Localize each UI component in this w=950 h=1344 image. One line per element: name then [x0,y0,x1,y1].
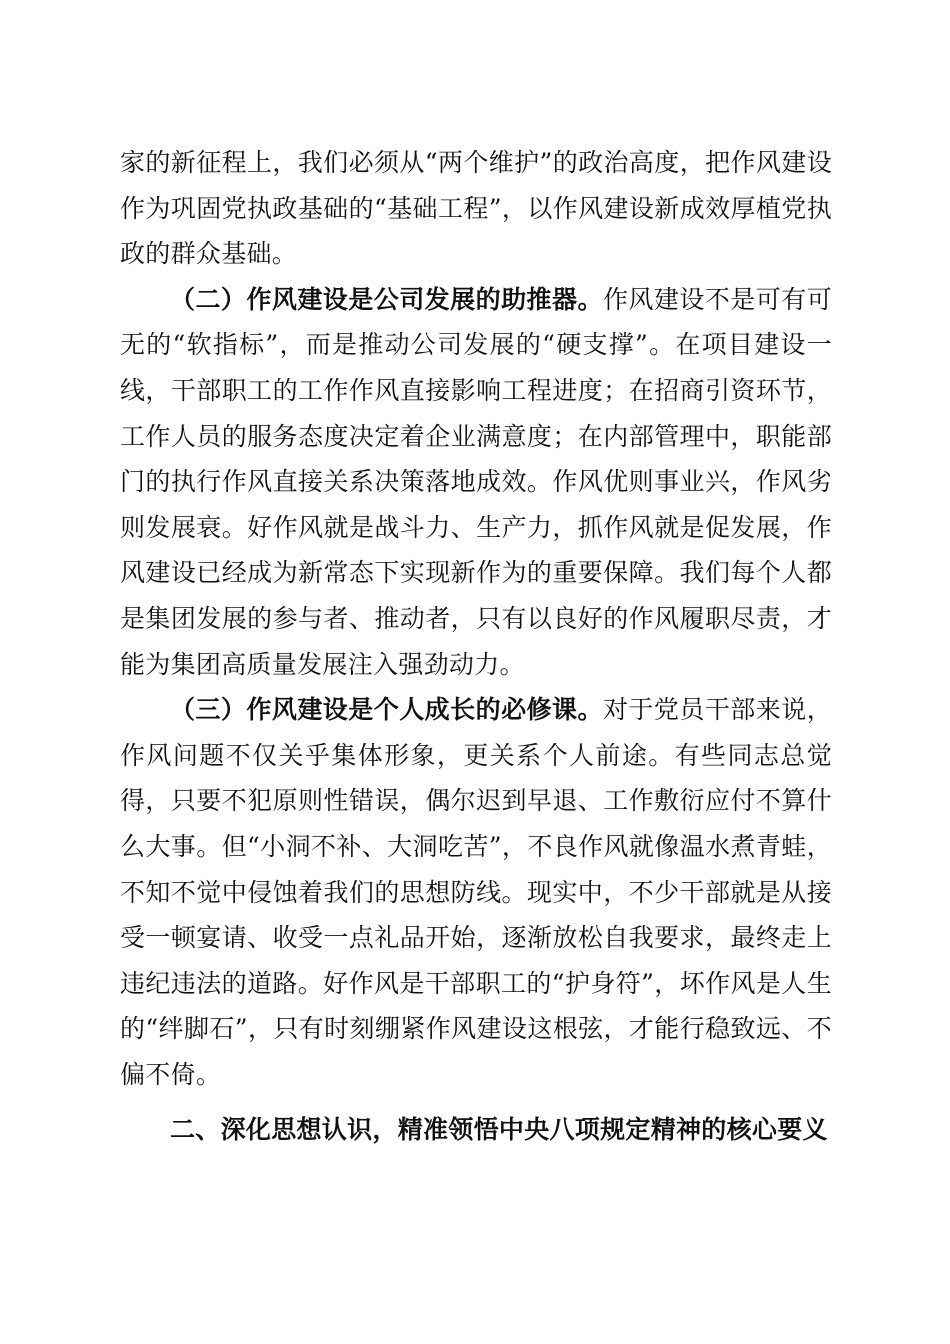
section-heading: 二、深化思想认识，精准领悟中央八项规定精神的核心要义 [170,1115,828,1145]
paragraph-text: 作风建设不是可有可无的“软指标”，而是推动公司发展的“硬支撑”。在项目建设一线，干部职工的工作作风直接影响工程进度；在招商引资环节，工作人员的服务态度决定着企业满意度；在内部管理中，职能部门的执行作风直接关系决策落地成效。作风优则事业兴，作风劣则发展衰。好作风就是战斗力、生产力，抓作风就是促发展，作风建设已经成为新常态下实现新作为的重要保障。我们每个人都是集团发展的参与者、推动者，只有以良好的作风履职尽责，才能为集团高质量发展注入强劲动力。 [120,284,832,679]
paragraph-text: 家的新征程上，我们必须从“两个维护”的政治高度，把作风建设作为巩固党执政基础的“基础工程”，以作风建设新成效厚植党执政的群众基础。 [120,148,832,269]
paragraph-lead: （三）作风建设是个人成长的必修课。 [170,695,603,725]
paragraph-continued [120,140,832,277]
paragraph-company-development [120,277,832,687]
paragraph-personal-growth [120,687,832,1097]
document-body [120,140,832,1153]
paragraph-lead: （二）作风建设是公司发展的助推器。 [170,284,603,314]
paragraph-text: 对于党员干部来说，作风问题不仅关乎集体形象，更关系个人前途。有些同志总觉得，只要不犯原则性错误，偶尔迟到早退、工作敷衍应付不算什么大事。但“小洞不补、大洞吃苦”，不良作风就像温水煮青蛙，不知不觉中侵蚀着我们的思想防线。现实中，不少干部就是从接受一顿宴请、收受一点礼品开始，逐渐放松自我要求，最终走上违纪违法的道路。好作风是干部职工的“护身符”，坏作风是人生的“绊脚石”，只有时刻绷紧作风建设这根弦，才能行稳致远、不偏不倚。 [120,695,832,1089]
